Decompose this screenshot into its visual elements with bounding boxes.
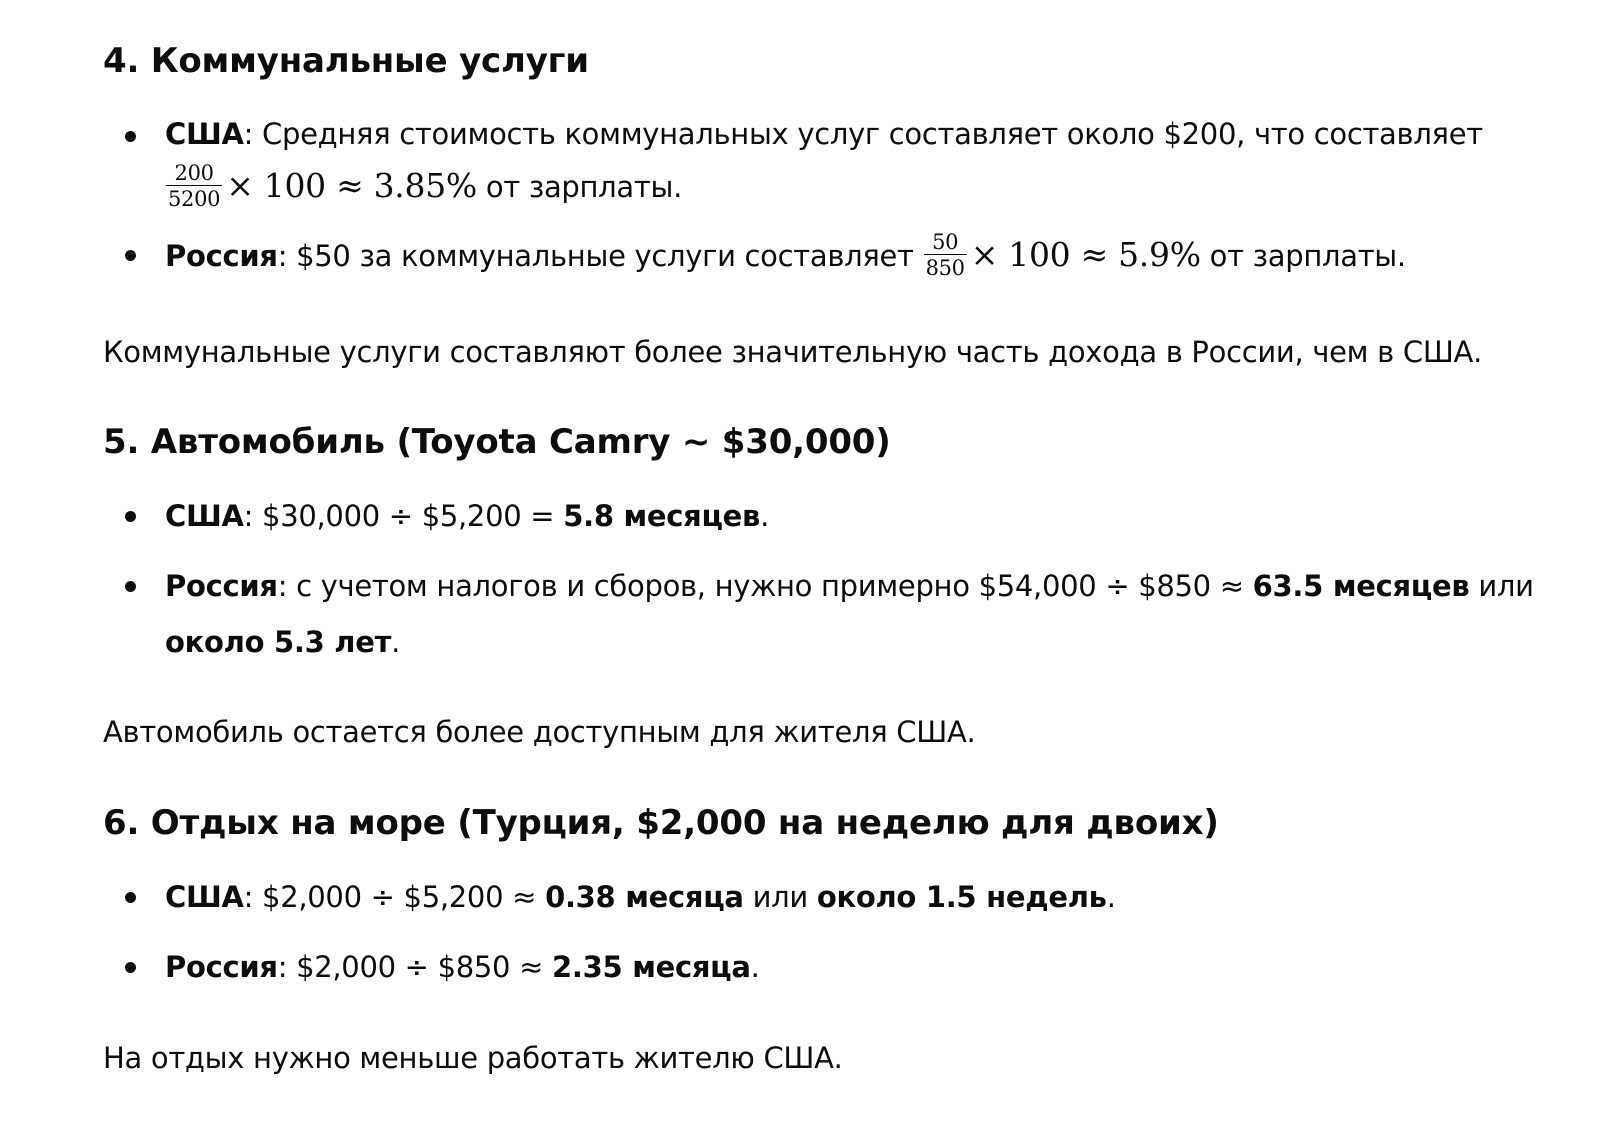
section-summary-car: Автомобиль остается более доступным для жителя США. bbox=[103, 715, 976, 749]
item-text-suffix: . bbox=[750, 950, 760, 984]
item-text-connector: или bbox=[1469, 569, 1534, 603]
math-expression: × 100 ≈ 3.85% bbox=[226, 166, 477, 205]
bullet-icon bbox=[125, 511, 136, 522]
list-item-russia-car bbox=[103, 558, 1534, 670]
item-text-suffix: . bbox=[391, 625, 400, 659]
item-text: : $2,000 ÷ $5,200 ≈ bbox=[243, 880, 546, 914]
list-item-usa-car bbox=[103, 488, 1534, 544]
item-text: : $50 за коммунальные услуги составляет bbox=[277, 239, 923, 273]
section-heading-utilities: 4. Коммунальные услуги bbox=[103, 41, 589, 81]
fraction-numerator: 200 bbox=[166, 162, 222, 186]
section-heading-car: 5. Автомобиль (Toyota Camry ~ $30,000) bbox=[103, 422, 891, 462]
section-summary-utilities: Коммунальные услуги составляют более значительную часть дохода в России, чем в США. bbox=[103, 335, 1482, 369]
section-heading-vacation: 6. Отдых на море (Турция, $2,000 на неделю для двоих) bbox=[103, 803, 1219, 843]
section-summary-vacation: На отдых нужно меньше работать жителю США. bbox=[103, 1041, 843, 1075]
item-highlight-secondary: около 1.5 недель bbox=[816, 880, 1107, 914]
country-label: Россия bbox=[165, 569, 278, 603]
utilities-list bbox=[103, 108, 1483, 284]
bullet-icon bbox=[125, 581, 136, 592]
list-item-russia-utilities bbox=[103, 227, 1483, 284]
list-item-usa-utilities bbox=[103, 108, 1483, 213]
fraction bbox=[166, 162, 222, 210]
item-highlight: 63.5 месяцев bbox=[1252, 569, 1470, 603]
item-text: : $30,000 ÷ $5,200 = bbox=[243, 499, 564, 533]
item-text-suffix: . bbox=[760, 499, 770, 533]
item-highlight: 0.38 месяца bbox=[545, 880, 744, 914]
math-expression: × 100 ≈ 5.9% bbox=[970, 235, 1201, 274]
bullet-icon bbox=[125, 892, 136, 903]
fraction-numerator: 50 bbox=[924, 231, 967, 255]
item-text-suffix: от зарплаты. bbox=[476, 170, 683, 204]
item-text: : Средняя стоимость коммунальных услуг составляет около $200, что составляет bbox=[243, 117, 1483, 151]
item-text-suffix: . bbox=[1106, 880, 1116, 914]
country-label: США bbox=[165, 117, 244, 151]
bullet-icon bbox=[125, 962, 136, 973]
list-item-usa-vacation bbox=[103, 869, 1116, 925]
fraction bbox=[924, 231, 967, 279]
bullet-icon bbox=[125, 250, 136, 261]
item-text-connector: или bbox=[743, 880, 817, 914]
list-item-russia-vacation bbox=[103, 939, 1116, 995]
fraction-denominator: 850 bbox=[925, 256, 965, 280]
bullet-icon bbox=[125, 131, 136, 142]
car-list bbox=[103, 488, 1534, 670]
country-label: США bbox=[165, 499, 244, 533]
item-text-suffix: от зарплаты. bbox=[1200, 239, 1406, 273]
country-label: США bbox=[165, 880, 244, 914]
country-label: Россия bbox=[165, 239, 278, 273]
fraction-denominator: 5200 bbox=[168, 187, 221, 211]
item-highlight: 2.35 месяца bbox=[552, 950, 751, 984]
item-highlight-secondary: около 5.3 лет bbox=[165, 625, 392, 659]
item-text: : с учетом налогов и сборов, нужно примерно $54,000 ÷ $850 ≈ bbox=[277, 569, 1253, 603]
country-label: Россия bbox=[165, 950, 278, 984]
vacation-list bbox=[103, 869, 1116, 995]
item-highlight: 5.8 месяцев bbox=[563, 499, 761, 533]
item-text: : $2,000 ÷ $850 ≈ bbox=[277, 950, 553, 984]
